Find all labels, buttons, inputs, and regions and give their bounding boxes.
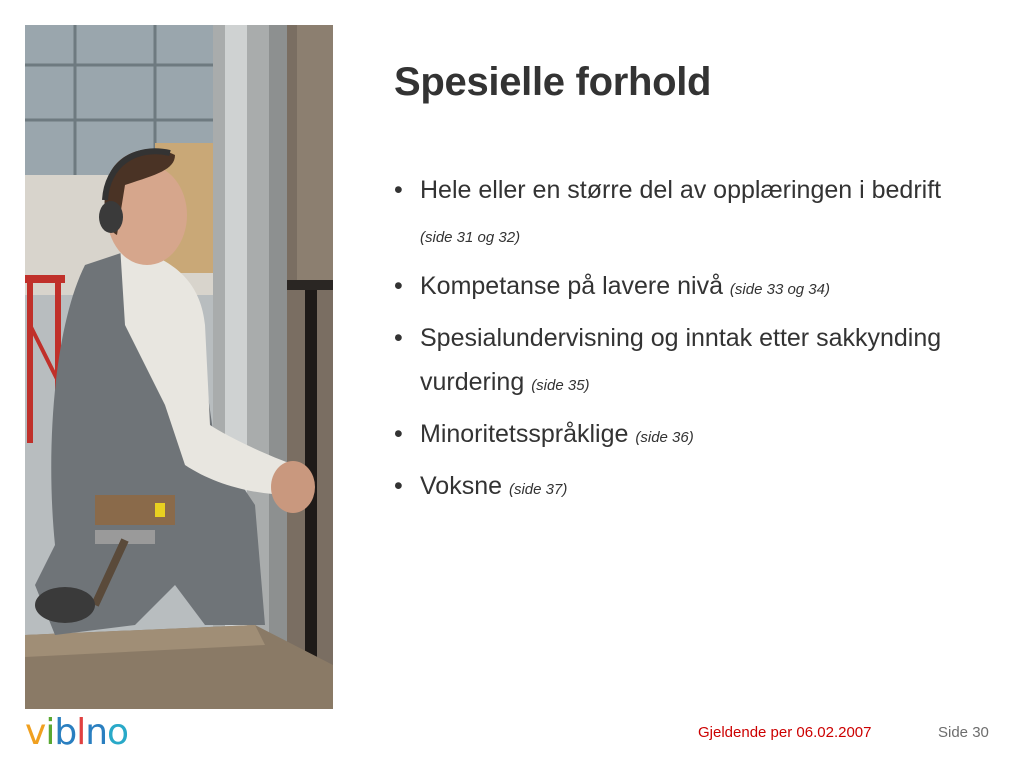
footer-date: Gjeldende per 06.02.2007 bbox=[698, 724, 872, 741]
logo-letter: l bbox=[76, 712, 86, 753]
bullet-item bbox=[394, 464, 954, 512]
bullet-page-ref: (side 31 og 32) bbox=[420, 229, 521, 246]
bullet-text: Voksne bbox=[420, 472, 503, 500]
logo-letter: b bbox=[54, 712, 77, 753]
bullet-item bbox=[394, 168, 954, 260]
bullet-list bbox=[394, 168, 954, 516]
bullet-page-ref: (side 35) bbox=[531, 377, 590, 394]
logo-letter: v bbox=[25, 712, 46, 753]
footer-page-number: Side 30 bbox=[938, 724, 989, 741]
bullet-text: Minoritetsspråklige bbox=[420, 420, 629, 448]
bullet-text: Kompetanse på lavere nivå bbox=[420, 272, 723, 300]
slide-title: Spesielle forhold bbox=[394, 60, 712, 104]
slide-photo-worker bbox=[25, 25, 333, 709]
viblino-logo bbox=[25, 708, 145, 758]
bullet-item bbox=[394, 412, 954, 460]
bullet-page-ref: (side 36) bbox=[635, 429, 694, 446]
bullet-text: Hele eller en større del av opplæringen i bedrift bbox=[420, 176, 942, 204]
bullet-item bbox=[394, 264, 954, 312]
logo-letter: i bbox=[45, 712, 55, 753]
bullet-page-ref: (side 37) bbox=[508, 481, 568, 498]
bullet-page-ref: (side 33 og 34) bbox=[729, 281, 830, 298]
bullet-text: Spesialundervisning og inntak etter sakkynding vurdering bbox=[420, 324, 942, 396]
logo-letter: o bbox=[107, 712, 129, 753]
bullet-item bbox=[394, 316, 954, 408]
logo-letter: n bbox=[85, 712, 108, 753]
